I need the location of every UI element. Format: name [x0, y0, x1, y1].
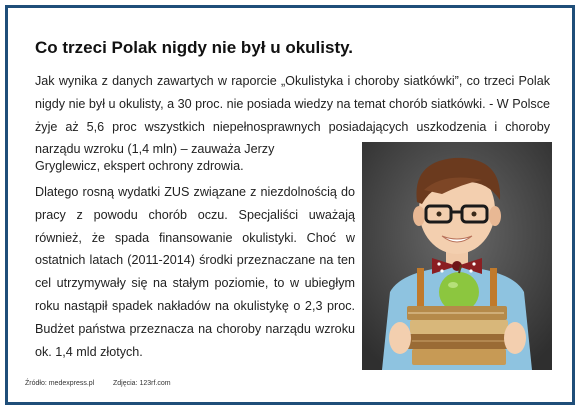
photo-credit: Zdjęcia: 123rf.com — [113, 380, 171, 387]
paragraph-spending: Dlatego rosną wydatki ZUS związane z niezdolnością do pracy z powodu chorób oczu. Specjaliści uważają również, że spada finansowanie okulistyki. Choć w ostatnich latach (2011-2014) środki przeznaczane na ten cel utrzymywały się na stałym poziomie, to w ubiegłym roku nastąpił spadek nakładów na okulistykę o 2,3 proc. Budżet państwa przeznacza na choroby narządu wzroku ok. 1,4 mld złotych. — [35, 185, 355, 359]
paragraph-intro-end: Gryglewicz, ekspert ochrony zdrowia. — [35, 159, 244, 173]
article-title: Co trzeci Polak nigdy nie był u okulisty. — [35, 38, 354, 57]
boy-with-books-photo — [362, 142, 552, 370]
source-credit: Źródło: medexpress.pl — [25, 380, 95, 387]
photo-illustration — [362, 142, 552, 370]
paragraph-intro: Jak wynika z danych zawartych w raporcie „Okulistyka i choroby siatkówki”, co trzeci Polak nigdy nie był u okulisty, a 30 proc. nie posiada wiedzy na temat chorób siatkówki. - W Polsce żyje aż 5,6 proc wszystkich niepełnosprawnych posiadających uszkodzenia i choroby narządu wzroku (1,4 mln) – zauważa Jerzy — [35, 74, 550, 157]
